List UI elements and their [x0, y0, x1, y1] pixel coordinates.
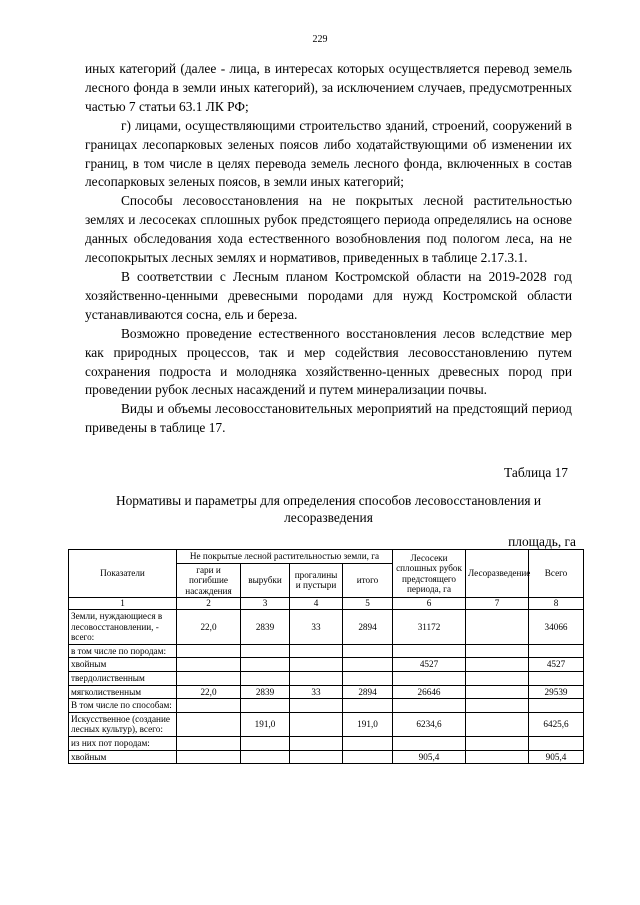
- paragraph: Способы лесовосстановления на не покрытых лесной растительностью землях и лесосеках сплошных рубок предстоящего периода определялись на основе данных обследования хода естественного возобновления под пологом леса, на не лесопокрытых лесных землях и нормативов, приведенных в таблице 2.17.3.1.: [85, 193, 572, 266]
- table-row: [69, 671, 584, 685]
- cell: 31172: [393, 609, 466, 644]
- column-number-row: [69, 598, 584, 610]
- cell: [529, 699, 584, 713]
- table-row: [69, 644, 584, 658]
- table-caption: Таблица 17: [504, 465, 568, 480]
- table-row: [69, 699, 584, 713]
- page-number: 229: [312, 34, 328, 45]
- cell: 191,0: [343, 712, 393, 736]
- cell: [393, 736, 466, 750]
- cell: 22,0: [177, 609, 241, 644]
- cell: 33: [290, 609, 343, 644]
- cell: [241, 699, 290, 713]
- table-row: [69, 712, 584, 736]
- cell: [343, 750, 393, 764]
- table-row: [69, 685, 584, 699]
- cell: [290, 658, 343, 672]
- cell: [177, 736, 241, 750]
- row-label: мягколиственным: [69, 685, 177, 699]
- cell: [241, 736, 290, 750]
- table-row: [69, 609, 584, 644]
- cell: [290, 644, 343, 658]
- row-label: Искусственное (создание лесных культур), всего:: [69, 712, 177, 736]
- cell: [177, 644, 241, 658]
- body-text: [85, 60, 572, 438]
- cell: [343, 736, 393, 750]
- column-number: 8: [529, 598, 584, 610]
- cell: [466, 671, 529, 685]
- cell: [290, 736, 343, 750]
- cell: [241, 658, 290, 672]
- header-burned: гари и погибшие насаждения: [177, 563, 241, 598]
- header-total: итого: [343, 563, 393, 598]
- cell: [529, 644, 584, 658]
- paragraph: В соответствии с Лесным планом Костромской области на 2019-2028 год хозяйственно-ценными древесными породами для нужд Костромской области устанавливаются сосна, ель и береза.: [85, 268, 572, 322]
- data-table: [68, 549, 584, 764]
- column-number: 6: [393, 598, 466, 610]
- header-indicators: Показатели: [69, 550, 177, 598]
- cell: [529, 736, 584, 750]
- paragraph: г) лицами, осуществляющими строительство зданий, строений, сооружений в границах лесопарковых зеленых поясов либо ходатайствующими об изменении их границ, в том числе в целях перевода земель лесного фонда, включенных в состав лесопарковых зеленых поясов, в земли иных категорий;: [85, 117, 572, 190]
- header-not-covered: Не покрытые лесной растительностью земли, га: [177, 550, 393, 564]
- column-number: 4: [290, 598, 343, 610]
- row-label: хвойным: [69, 658, 177, 672]
- table-row: [69, 750, 584, 764]
- column-number: 5: [343, 598, 393, 610]
- cell: [290, 750, 343, 764]
- row-label: Земли, нуждающиеся в лесовосстановлении, - всего:: [69, 609, 177, 644]
- column-number: 1: [69, 598, 177, 610]
- cell: [393, 671, 466, 685]
- cell: 22,0: [177, 685, 241, 699]
- cell: [466, 685, 529, 699]
- header-cuttings: вырубки: [241, 563, 290, 598]
- cell: [290, 699, 343, 713]
- cell: [466, 699, 529, 713]
- paragraph: иных категорий (далее - лица, в интересах которых осуществляется перевод земель лесного фонда в земли иных категорий), за исключением случаев, предусмотренных частью 7 статьи 63.1 ЛК РФ;: [85, 61, 572, 114]
- table-row: [69, 658, 584, 672]
- cell: [177, 699, 241, 713]
- cell: [177, 750, 241, 764]
- cell: [177, 671, 241, 685]
- row-label: В том числе по способам:: [69, 699, 177, 713]
- cell: 191,0: [241, 712, 290, 736]
- header-glades: прогалины и пустыри: [290, 563, 343, 598]
- cell: 2894: [343, 609, 393, 644]
- cell: [466, 712, 529, 736]
- row-label: из них пот породам:: [69, 736, 177, 750]
- cell: 905,4: [529, 750, 584, 764]
- cell: 2839: [241, 609, 290, 644]
- row-label: хвойным: [69, 750, 177, 764]
- cell: [290, 671, 343, 685]
- cell: 4527: [529, 658, 584, 672]
- header-afforestation: Лесоразведение: [466, 550, 529, 598]
- cell: 33: [290, 685, 343, 699]
- cell: 29539: [529, 685, 584, 699]
- cell: [177, 658, 241, 672]
- cell: [466, 644, 529, 658]
- paragraph: Виды и объемы лесовосстановительных мероприятий на предстоящий период приведены в таблице 17.: [85, 401, 572, 436]
- cell: 6425,6: [529, 712, 584, 736]
- cell: [393, 699, 466, 713]
- column-number: 2: [177, 598, 241, 610]
- table-title: Нормативы и параметры для определения способов лесовосстановления и лесоразведения: [115, 493, 542, 525]
- row-label: в том числе по породам:: [69, 644, 177, 658]
- cell: [177, 712, 241, 736]
- cell: [529, 671, 584, 685]
- cell: [466, 609, 529, 644]
- cell: [343, 671, 393, 685]
- cell: [343, 658, 393, 672]
- cell: 2894: [343, 685, 393, 699]
- column-number: 3: [241, 598, 290, 610]
- cell: [393, 644, 466, 658]
- table-row: [69, 736, 584, 750]
- cell: 4527: [393, 658, 466, 672]
- cell: [241, 750, 290, 764]
- cell: 26646: [393, 685, 466, 699]
- cell: [466, 750, 529, 764]
- table-unit: площадь, га: [508, 534, 576, 549]
- row-label: твердолиственным: [69, 671, 177, 685]
- column-number: 7: [466, 598, 529, 610]
- cell: [290, 712, 343, 736]
- cell: [466, 658, 529, 672]
- header-clear-cut: Лесосеки сплошных рубок предстоящего периода, га: [393, 550, 466, 598]
- cell: [343, 699, 393, 713]
- cell: [343, 644, 393, 658]
- cell: 6234,6: [393, 712, 466, 736]
- cell: [241, 644, 290, 658]
- header-all: Всего: [529, 550, 584, 598]
- cell: 34066: [529, 609, 584, 644]
- cell: [241, 671, 290, 685]
- cell: 2839: [241, 685, 290, 699]
- cell: [466, 736, 529, 750]
- cell: 905,4: [393, 750, 466, 764]
- paragraph: Возможно проведение естественного восстановления лесов вследствие мер как природных процессов, так и мер содействия лесовосстановлению путем сохранения подроста и молодняка хозяйственно-ценных древесных пород при проведении рубок лесных насаждений и путем минерализации почвы.: [85, 325, 572, 398]
